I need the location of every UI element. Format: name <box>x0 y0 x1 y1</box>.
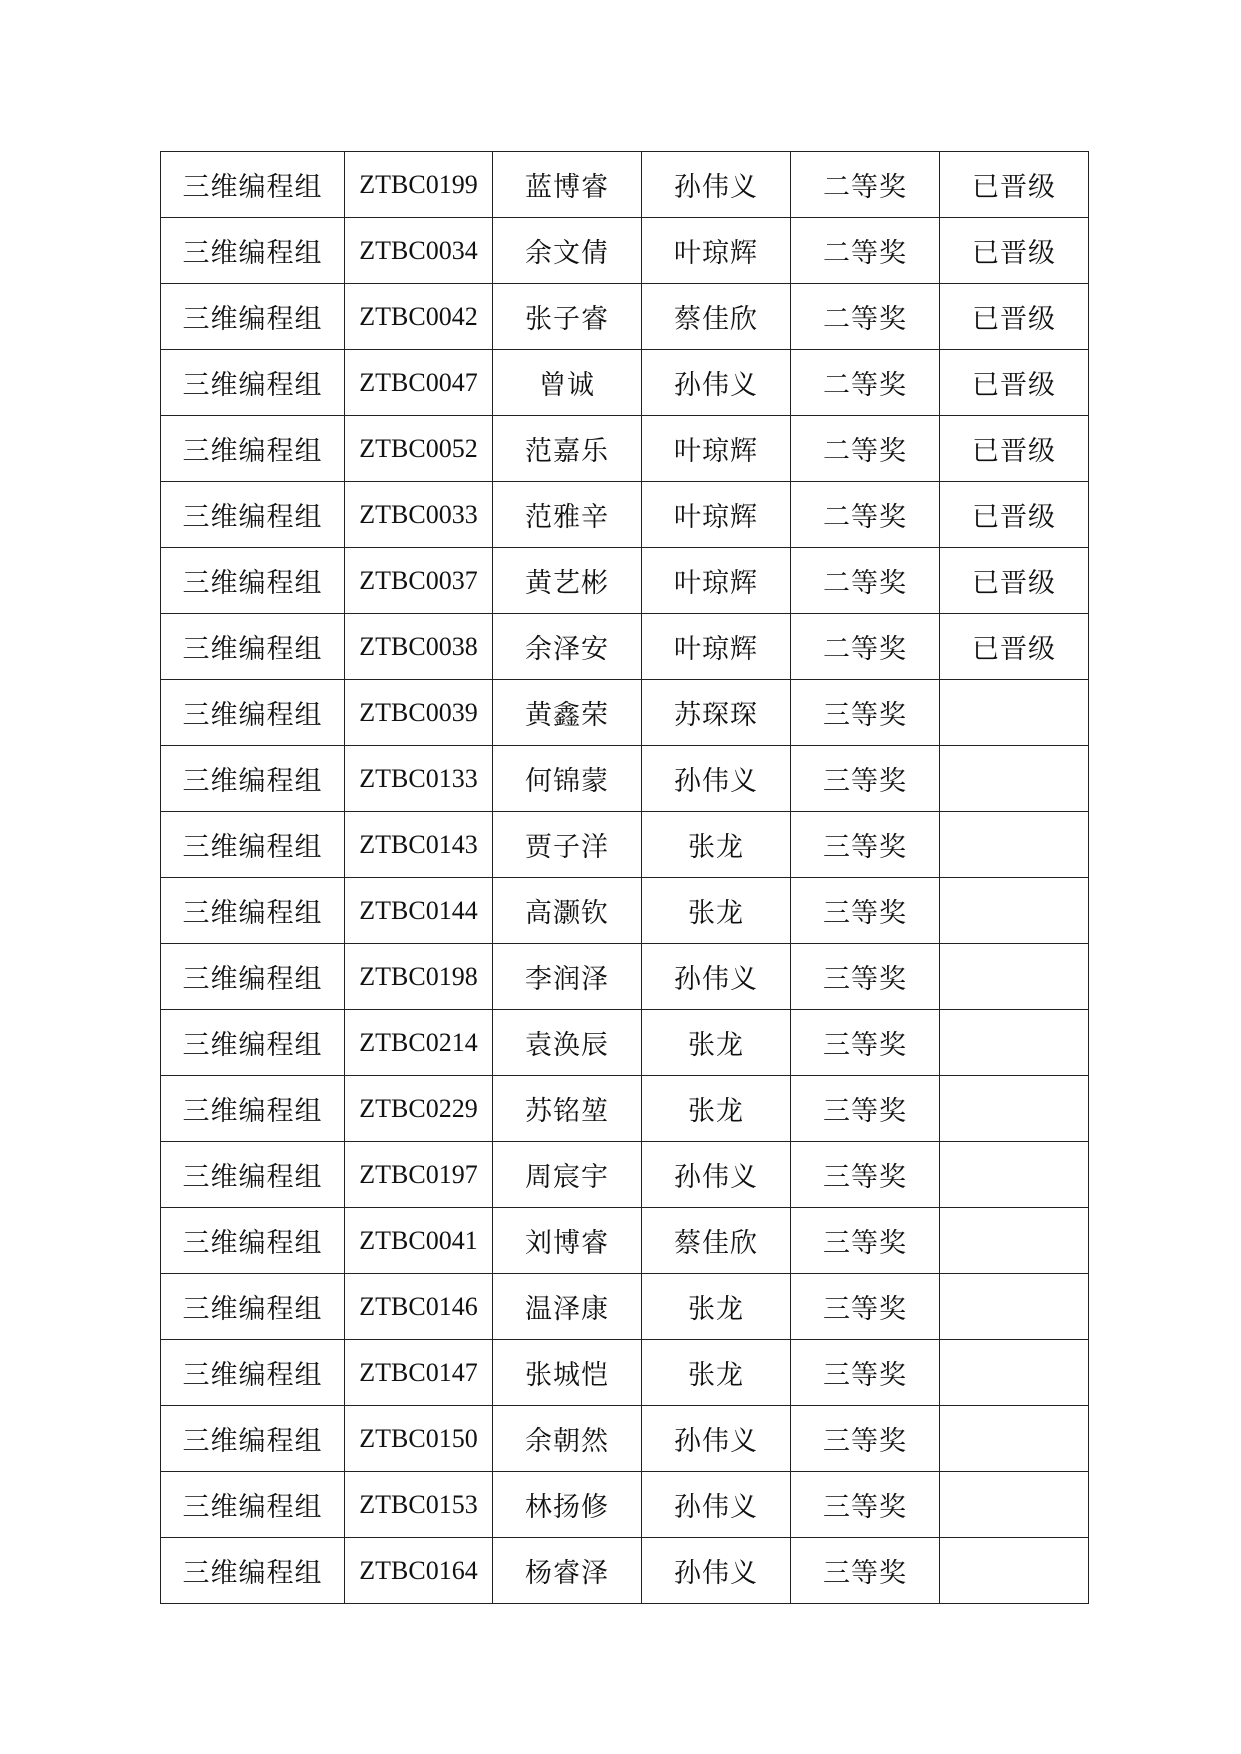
status-cell <box>940 746 1089 812</box>
teacher-cell: 蔡佳欣 <box>642 284 791 350</box>
entry-id-cell: ZTBC0037 <box>345 548 493 614</box>
group-cell: 三维编程组 <box>161 614 345 680</box>
group-cell: 三维编程组 <box>161 1076 345 1142</box>
table-row <box>161 1076 1089 1142</box>
table-row <box>161 218 1089 284</box>
group-cell: 三维编程组 <box>161 1208 345 1274</box>
award-cell: 二等奖 <box>791 284 940 350</box>
entry-id-cell: ZTBC0150 <box>345 1406 493 1472</box>
entry-id-cell: ZTBC0144 <box>345 878 493 944</box>
student-name-cell: 何锦蒙 <box>493 746 642 812</box>
group-cell: 三维编程组 <box>161 548 345 614</box>
status-cell <box>940 1274 1089 1340</box>
teacher-cell: 苏琛琛 <box>642 680 791 746</box>
student-name-cell: 余文倩 <box>493 218 642 284</box>
group-cell: 三维编程组 <box>161 1406 345 1472</box>
group-cell: 三维编程组 <box>161 416 345 482</box>
award-cell: 二等奖 <box>791 482 940 548</box>
teacher-cell: 蔡佳欣 <box>642 1208 791 1274</box>
award-cell: 三等奖 <box>791 680 940 746</box>
teacher-cell: 张龙 <box>642 1340 791 1406</box>
teacher-cell: 孙伟义 <box>642 1538 791 1604</box>
group-cell: 三维编程组 <box>161 1340 345 1406</box>
status-cell <box>940 1340 1089 1406</box>
student-name-cell: 张城恺 <box>493 1340 642 1406</box>
student-name-cell: 袁涣辰 <box>493 1010 642 1076</box>
status-cell <box>940 1208 1089 1274</box>
group-cell: 三维编程组 <box>161 944 345 1010</box>
award-cell: 三等奖 <box>791 1340 940 1406</box>
table-row <box>161 746 1089 812</box>
group-cell: 三维编程组 <box>161 218 345 284</box>
teacher-cell: 张龙 <box>642 812 791 878</box>
student-name-cell: 余朝然 <box>493 1406 642 1472</box>
award-cell: 三等奖 <box>791 1472 940 1538</box>
student-name-cell: 刘博睿 <box>493 1208 642 1274</box>
table-row <box>161 482 1089 548</box>
status-cell <box>940 812 1089 878</box>
entry-id-cell: ZTBC0038 <box>345 614 493 680</box>
entry-id-cell: ZTBC0047 <box>345 350 493 416</box>
table-row <box>161 1472 1089 1538</box>
status-cell: 已晋级 <box>940 152 1089 218</box>
teacher-cell: 叶琼辉 <box>642 218 791 284</box>
student-name-cell: 黄艺彬 <box>493 548 642 614</box>
entry-id-cell: ZTBC0039 <box>345 680 493 746</box>
entry-id-cell: ZTBC0052 <box>345 416 493 482</box>
teacher-cell: 张龙 <box>642 1010 791 1076</box>
group-cell: 三维编程组 <box>161 746 345 812</box>
status-cell: 已晋级 <box>940 416 1089 482</box>
award-cell: 二等奖 <box>791 614 940 680</box>
student-name-cell: 张子睿 <box>493 284 642 350</box>
entry-id-cell: ZTBC0153 <box>345 1472 493 1538</box>
status-cell <box>940 1538 1089 1604</box>
award-cell: 三等奖 <box>791 1538 940 1604</box>
award-cell: 三等奖 <box>791 1406 940 1472</box>
teacher-cell: 孙伟义 <box>642 746 791 812</box>
table-row <box>161 1010 1089 1076</box>
status-cell <box>940 680 1089 746</box>
status-cell <box>940 1010 1089 1076</box>
award-cell: 三等奖 <box>791 1142 940 1208</box>
status-cell: 已晋级 <box>940 284 1089 350</box>
teacher-cell: 张龙 <box>642 878 791 944</box>
student-name-cell: 曾诚 <box>493 350 642 416</box>
teacher-cell: 孙伟义 <box>642 1142 791 1208</box>
entry-id-cell: ZTBC0147 <box>345 1340 493 1406</box>
status-cell <box>940 1472 1089 1538</box>
table-row <box>161 284 1089 350</box>
table-row <box>161 614 1089 680</box>
award-cell: 二等奖 <box>791 152 940 218</box>
table-row <box>161 548 1089 614</box>
teacher-cell: 叶琼辉 <box>642 482 791 548</box>
status-cell: 已晋级 <box>940 218 1089 284</box>
student-name-cell: 蓝博睿 <box>493 152 642 218</box>
entry-id-cell: ZTBC0146 <box>345 1274 493 1340</box>
status-cell <box>940 1076 1089 1142</box>
award-cell: 三等奖 <box>791 878 940 944</box>
award-cell: 三等奖 <box>791 1274 940 1340</box>
award-table-body <box>161 152 1089 1604</box>
student-name-cell: 林扬修 <box>493 1472 642 1538</box>
student-name-cell: 苏铭堃 <box>493 1076 642 1142</box>
table-row <box>161 350 1089 416</box>
award-cell: 二等奖 <box>791 548 940 614</box>
award-cell: 二等奖 <box>791 218 940 284</box>
entry-id-cell: ZTBC0197 <box>345 1142 493 1208</box>
table-row <box>161 416 1089 482</box>
group-cell: 三维编程组 <box>161 482 345 548</box>
status-cell <box>940 944 1089 1010</box>
teacher-cell: 叶琼辉 <box>642 548 791 614</box>
award-cell: 三等奖 <box>791 1076 940 1142</box>
table-row <box>161 1406 1089 1472</box>
status-cell: 已晋级 <box>940 482 1089 548</box>
group-cell: 三维编程组 <box>161 878 345 944</box>
entry-id-cell: ZTBC0143 <box>345 812 493 878</box>
teacher-cell: 孙伟义 <box>642 152 791 218</box>
entry-id-cell: ZTBC0041 <box>345 1208 493 1274</box>
award-results-table <box>160 151 1089 1604</box>
table-row <box>161 1274 1089 1340</box>
status-cell <box>940 878 1089 944</box>
student-name-cell: 余泽安 <box>493 614 642 680</box>
group-cell: 三维编程组 <box>161 1538 345 1604</box>
table-row <box>161 1208 1089 1274</box>
award-cell: 三等奖 <box>791 812 940 878</box>
table-row <box>161 812 1089 878</box>
entry-id-cell: ZTBC0042 <box>345 284 493 350</box>
student-name-cell: 范嘉乐 <box>493 416 642 482</box>
award-cell: 二等奖 <box>791 350 940 416</box>
status-cell <box>940 1142 1089 1208</box>
entry-id-cell: ZTBC0199 <box>345 152 493 218</box>
student-name-cell: 范雅辛 <box>493 482 642 548</box>
status-cell: 已晋级 <box>940 614 1089 680</box>
entry-id-cell: ZTBC0229 <box>345 1076 493 1142</box>
status-cell: 已晋级 <box>940 548 1089 614</box>
award-cell: 三等奖 <box>791 746 940 812</box>
group-cell: 三维编程组 <box>161 350 345 416</box>
student-name-cell: 温泽康 <box>493 1274 642 1340</box>
teacher-cell: 张龙 <box>642 1274 791 1340</box>
award-cell: 三等奖 <box>791 944 940 1010</box>
entry-id-cell: ZTBC0198 <box>345 944 493 1010</box>
student-name-cell: 周宸宇 <box>493 1142 642 1208</box>
table-row <box>161 878 1089 944</box>
teacher-cell: 张龙 <box>642 1076 791 1142</box>
group-cell: 三维编程组 <box>161 812 345 878</box>
status-cell <box>940 1406 1089 1472</box>
award-cell: 三等奖 <box>791 1208 940 1274</box>
student-name-cell: 黄鑫荣 <box>493 680 642 746</box>
table-row <box>161 680 1089 746</box>
entry-id-cell: ZTBC0214 <box>345 1010 493 1076</box>
group-cell: 三维编程组 <box>161 284 345 350</box>
group-cell: 三维编程组 <box>161 1472 345 1538</box>
table-row <box>161 1142 1089 1208</box>
student-name-cell: 高灏钦 <box>493 878 642 944</box>
group-cell: 三维编程组 <box>161 1142 345 1208</box>
table-row <box>161 944 1089 1010</box>
entry-id-cell: ZTBC0033 <box>345 482 493 548</box>
group-cell: 三维编程组 <box>161 1274 345 1340</box>
group-cell: 三维编程组 <box>161 152 345 218</box>
table-row <box>161 1340 1089 1406</box>
student-name-cell: 杨睿泽 <box>493 1538 642 1604</box>
table-row <box>161 152 1089 218</box>
entry-id-cell: ZTBC0164 <box>345 1538 493 1604</box>
entry-id-cell: ZTBC0133 <box>345 746 493 812</box>
group-cell: 三维编程组 <box>161 680 345 746</box>
table-row <box>161 1538 1089 1604</box>
teacher-cell: 孙伟义 <box>642 1406 791 1472</box>
student-name-cell: 贾子洋 <box>493 812 642 878</box>
entry-id-cell: ZTBC0034 <box>345 218 493 284</box>
teacher-cell: 叶琼辉 <box>642 416 791 482</box>
teacher-cell: 叶琼辉 <box>642 614 791 680</box>
teacher-cell: 孙伟义 <box>642 350 791 416</box>
award-cell: 三等奖 <box>791 1010 940 1076</box>
teacher-cell: 孙伟义 <box>642 944 791 1010</box>
award-cell: 二等奖 <box>791 416 940 482</box>
student-name-cell: 李润泽 <box>493 944 642 1010</box>
status-cell: 已晋级 <box>940 350 1089 416</box>
teacher-cell: 孙伟义 <box>642 1472 791 1538</box>
group-cell: 三维编程组 <box>161 1010 345 1076</box>
